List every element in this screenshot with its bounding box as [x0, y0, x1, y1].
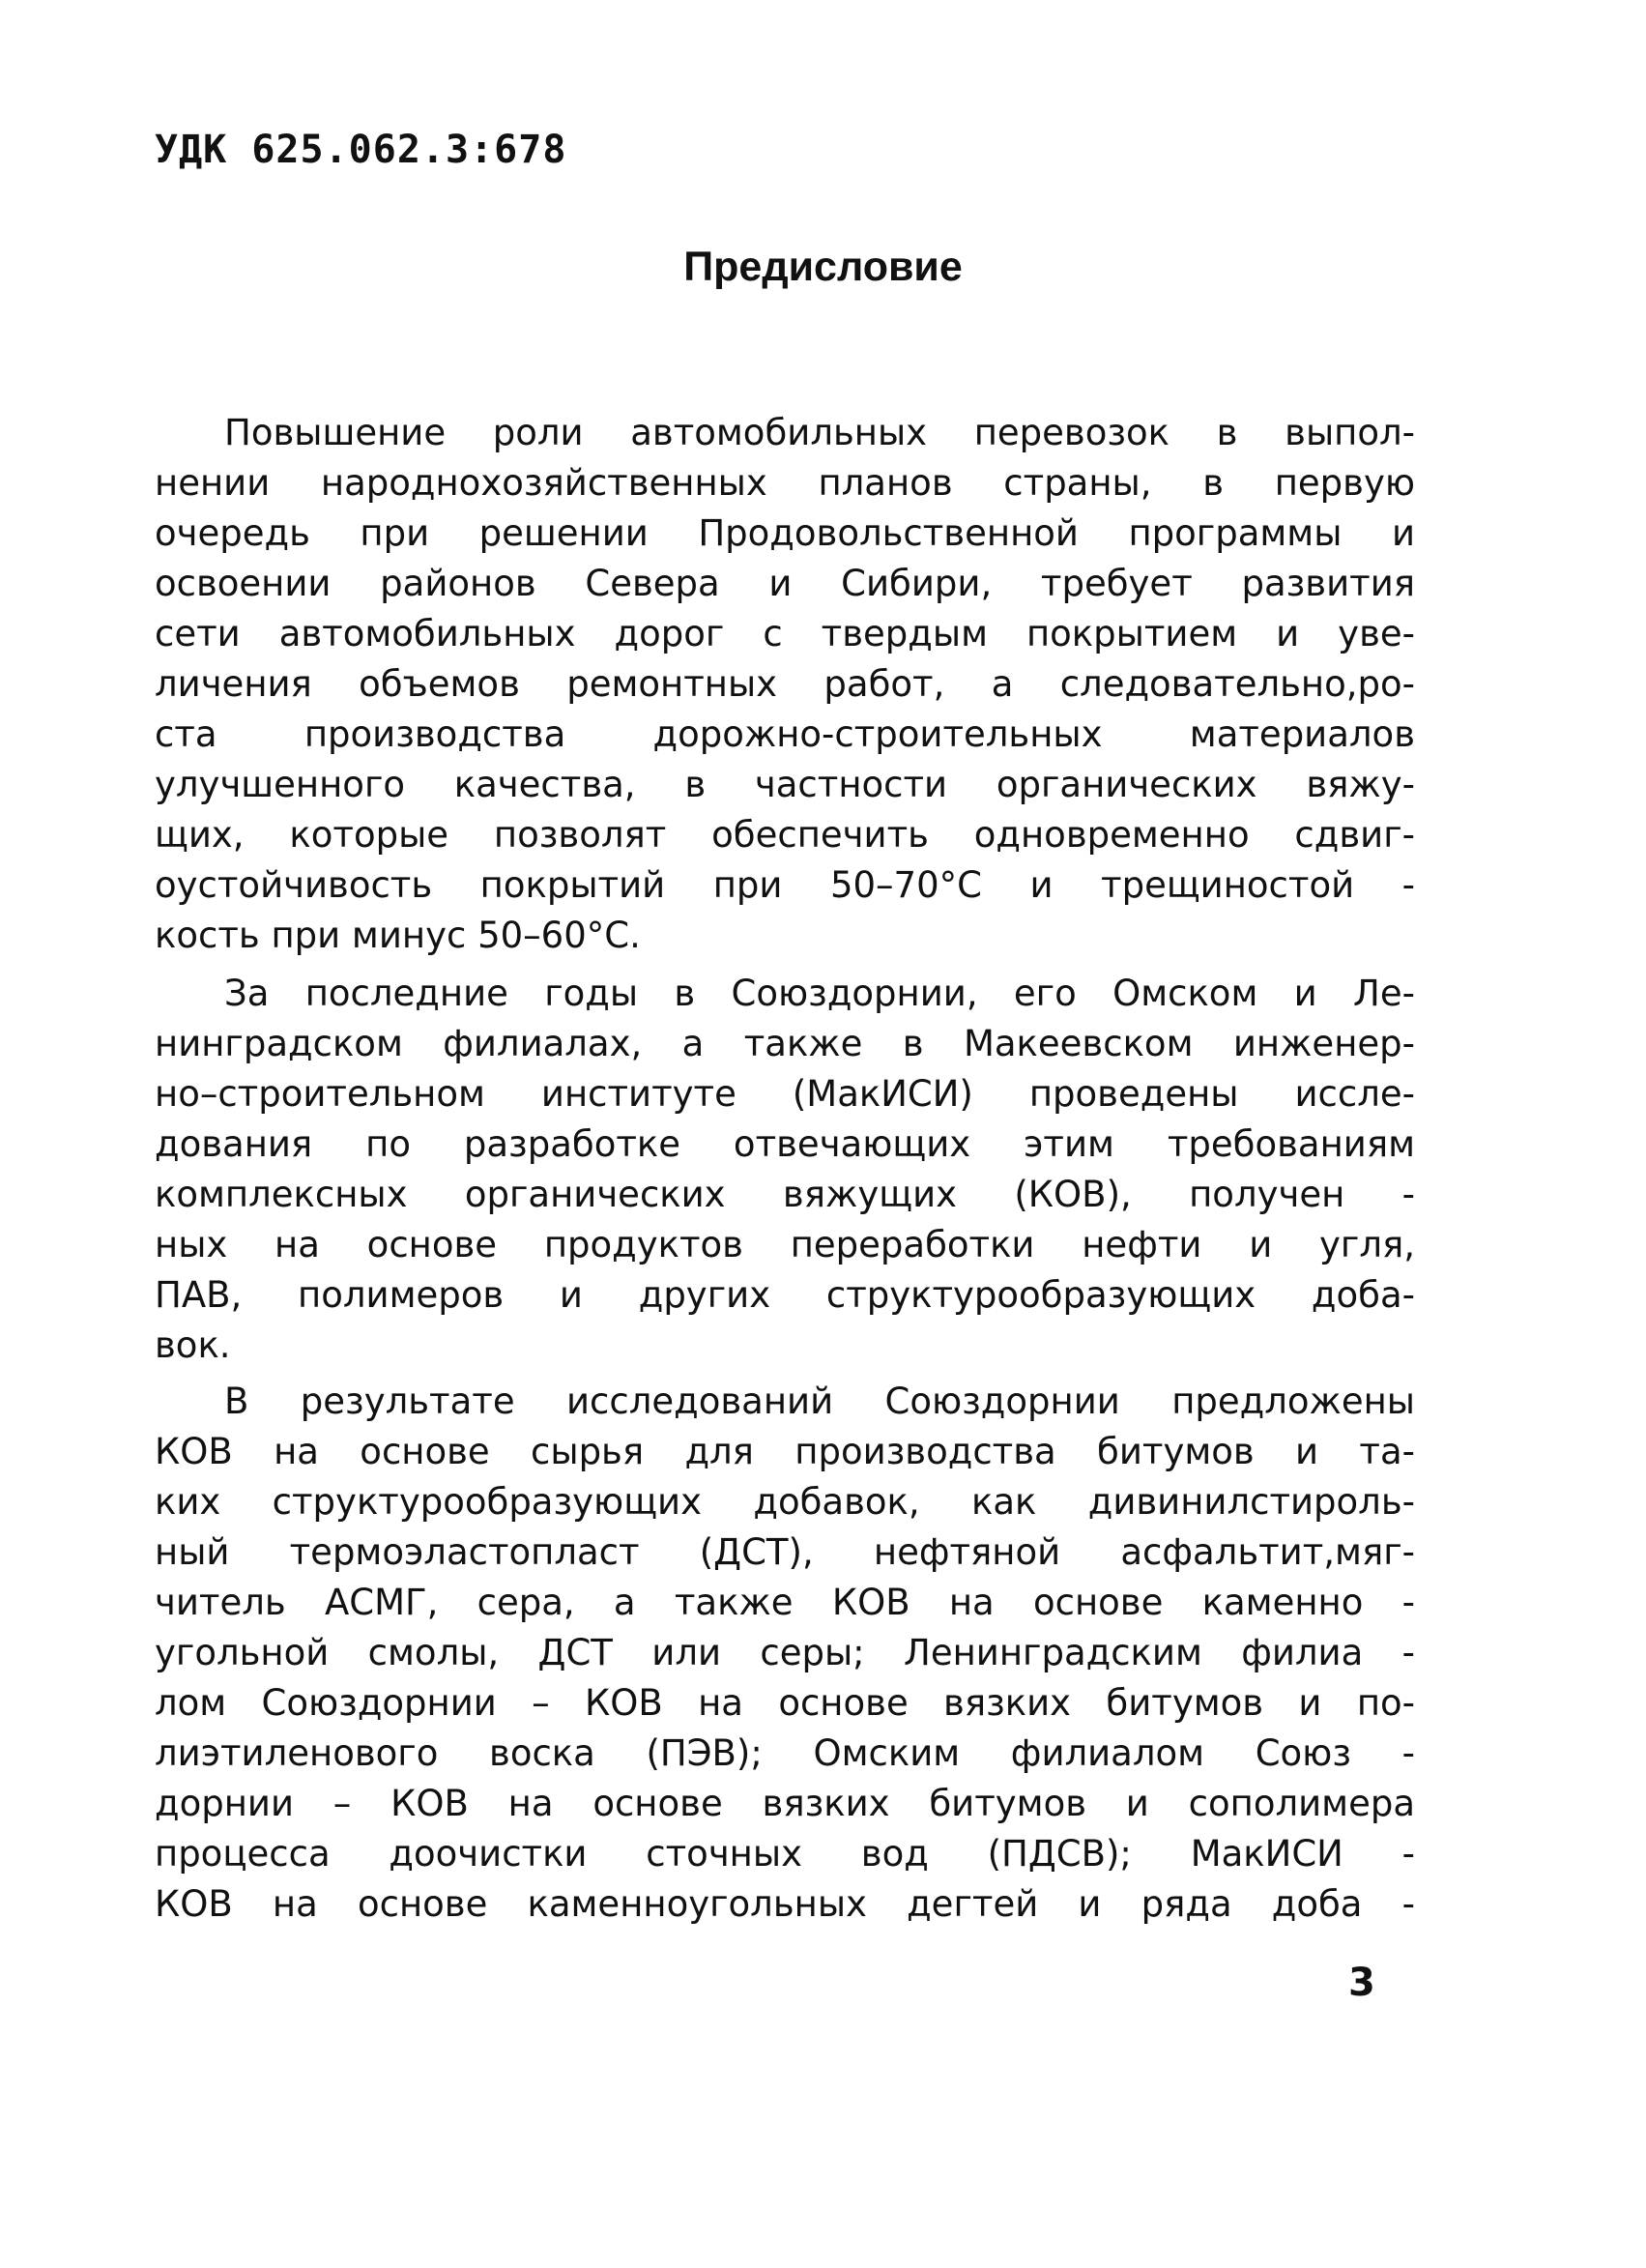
text-line: оустойчивость покрытий при 50–70°С и трещиностой - — [155, 864, 1415, 906]
text-line: кость при минус 50–60°С. — [155, 915, 641, 956]
text-line: ПАВ, полимеров и других структурообразующих доба- — [155, 1274, 1415, 1316]
text-line: дования по разработке отвечающих этим требованиям — [155, 1123, 1415, 1165]
text-line: улучшенного качества, в частности органических вяжу- — [155, 764, 1415, 805]
text-line: комплексных органических вяжущих (КОВ), получен - — [155, 1174, 1415, 1215]
text-line: Повышение роли автомобильных перевозок в выпол- — [224, 412, 1415, 453]
text-line: вок. — [155, 1324, 231, 1366]
udk-code: УДК 625.062.3:678 — [155, 128, 567, 172]
text-line: В результате исследований Союздорнии предложены — [224, 1381, 1415, 1422]
text-line: освоении районов Севера и Сибири, требует развития — [155, 563, 1415, 604]
text-line: сети автомобильных дорог с твердым покрытием и уве- — [155, 613, 1415, 654]
text-line: ных на основе продуктов переработки нефти и угля, — [155, 1224, 1415, 1265]
text-line: лом Союздорнии – КОВ на основе вязких битумов и по- — [155, 1682, 1415, 1724]
text-line: но–строительном институте (МакИСИ) проведены иссле- — [155, 1073, 1415, 1115]
text-line: лиэтиленового воска (ПЭВ); Омским филиалом Союз - — [155, 1732, 1415, 1774]
text-line: ких структурообразующих добавок, как дивинилстироль- — [155, 1481, 1415, 1523]
text-line: читель АСМГ, сера, а также КОВ на основе каменно - — [155, 1582, 1415, 1623]
text-line: нении народнохозяйственных планов страны, в первую — [155, 462, 1415, 504]
text-line: угольной смолы, ДСТ или серы; Ленинградским филиа - — [155, 1632, 1415, 1673]
text-line: За последние годы в Союздорнии, его Омском и Ле- — [224, 973, 1415, 1014]
text-line: дорнии – КОВ на основе вязких битумов и сополимера — [155, 1783, 1415, 1824]
page-number: 3 — [1348, 1961, 1375, 2005]
text-line: ста производства дорожно-строительных материалов — [155, 713, 1415, 755]
text-line: личения объемов ремонтных работ, а следовательно,ро- — [155, 663, 1415, 705]
text-line: КОВ на основе каменноугольных дегтей и ряда доба - — [155, 1883, 1415, 1925]
text-line: процесса доочистки сточных вод (ПДСВ); МакИСИ - — [155, 1833, 1415, 1875]
text-line: щих, которые позволят обеспечить одновременно сдвиг- — [155, 814, 1415, 856]
text-line: КОВ на основе сырья для производства битумов и та- — [155, 1431, 1415, 1472]
text-line: нинградском филиалах, а также в Макеевском инженер- — [155, 1023, 1415, 1064]
page-title: Предисловие — [683, 244, 963, 290]
text-line: ный термоэластопласт (ДСТ), нефтяной асфальтит,мяг- — [155, 1531, 1415, 1573]
text-line: очередь при решении Продовольственной программы и — [155, 512, 1415, 554]
